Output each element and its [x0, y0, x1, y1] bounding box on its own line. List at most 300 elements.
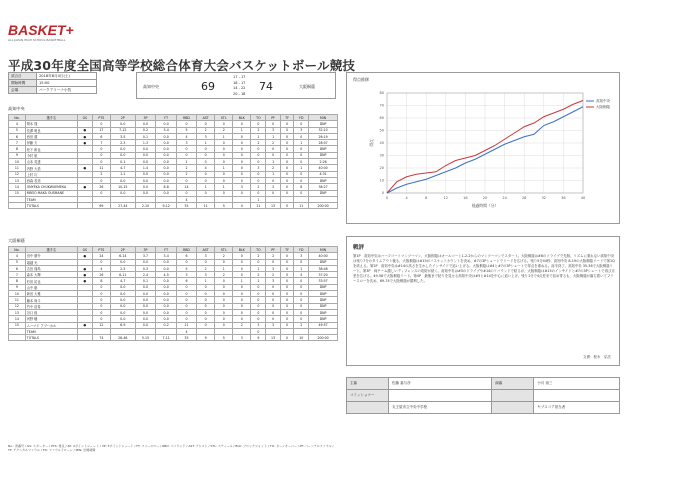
stat-cell: 0 — [280, 177, 294, 183]
report-author: 文責：松永 弘次 — [583, 355, 611, 359]
stat-cell: 11 — [251, 203, 266, 209]
stat-cell: 0 — [251, 284, 266, 290]
stat-cell: 0 — [233, 253, 251, 259]
stat-cell: 4-5 — [156, 272, 177, 278]
totals-row — [9, 335, 338, 341]
stat-cell: 0 — [280, 278, 294, 284]
stat-cell: 0 — [92, 152, 110, 158]
stat-cell: 0 — [196, 121, 215, 127]
stat-cell: 0 — [233, 165, 251, 171]
stat-cell: 24 — [92, 253, 110, 259]
column-header: No. — [9, 115, 26, 121]
stat-cell: 0 — [233, 152, 251, 158]
stat-cell: 6-8 — [156, 184, 177, 190]
column-header: GS — [77, 247, 92, 253]
stat-cell: 2 — [233, 322, 251, 328]
team-b-name: 大阪桐蔭 — [299, 84, 315, 89]
stat-cell: 0 — [196, 159, 215, 165]
game-report — [346, 236, 620, 366]
stat-cell: 西田 蓮 — [25, 133, 77, 139]
stat-cell: 0 — [215, 190, 233, 196]
stat-cell: 2:26 — [309, 159, 338, 165]
stat-cell: 0 — [177, 152, 197, 158]
stat-cell: 0 — [215, 309, 233, 315]
stat-cell: 0-0 — [135, 152, 156, 158]
x-tick-label: 8 — [425, 196, 428, 200]
stat-cell: 1 — [215, 184, 233, 190]
stat-cell: 0 — [215, 291, 233, 297]
stat-cell: 0 — [294, 190, 309, 196]
stat-cell: DNP — [309, 177, 338, 183]
stat-cell: 1 — [215, 133, 233, 139]
stat-cell: 0 — [92, 146, 110, 152]
stat-cell: ● — [77, 133, 92, 139]
stat-cell: 1 — [215, 265, 233, 271]
stat-cell: 9 — [9, 152, 26, 158]
stat-cell: 0-0 — [110, 291, 135, 297]
stat-cell: 9 — [9, 284, 26, 290]
stat-cell: 4-7 — [110, 278, 135, 284]
team-a-name: 高知中央 — [143, 84, 159, 89]
stat-cell: 2 — [294, 322, 309, 328]
stat-cell: 2 — [196, 265, 215, 271]
stat-cell: ● — [77, 184, 92, 190]
info-label: 開始時間 — [9, 80, 37, 87]
stat-cell: 9 — [196, 335, 215, 341]
stat-cell: 0 — [294, 309, 309, 315]
stat-cell: 0 — [251, 171, 266, 177]
stat-cell: DNP — [309, 291, 338, 297]
stat-cell: 14 — [177, 184, 197, 190]
stat-cell: 26 — [92, 184, 110, 190]
stat-cell: 17 — [92, 127, 110, 133]
stat-cell: 0 — [92, 291, 110, 297]
stat-cell: 0 — [294, 297, 309, 303]
stat-cell: 0 — [294, 316, 309, 322]
column-header: RBD — [177, 115, 197, 121]
stat-cell: 0-0 — [156, 297, 177, 303]
stat-cell: 3 — [266, 184, 280, 190]
column-header: BLK — [233, 115, 251, 121]
stat-cell: 0 — [266, 291, 280, 297]
stat-cell: ● — [77, 272, 92, 278]
stat-cell — [77, 335, 92, 341]
official-label: 主審 — [347, 378, 389, 390]
stat-cell: DNP — [309, 303, 338, 309]
stat-cell: 1 — [251, 196, 266, 202]
stat-cell: 6 — [92, 133, 110, 139]
stat-cell: 37:20 — [309, 272, 338, 278]
stat-cell: 4 — [294, 272, 309, 278]
column-header: FT — [156, 247, 177, 253]
column-header: TF — [280, 115, 294, 121]
stat-cell: 11 — [196, 203, 215, 209]
stat-cell: 2 — [177, 171, 197, 177]
stat-cell: 0 — [233, 171, 251, 177]
stat-cell: 0 — [196, 259, 215, 265]
stat-cell: TEAM — [25, 196, 77, 202]
y-tick-label: 60 — [379, 116, 384, 121]
stat-cell: ONYEKA CHUKWUEMEKA — [25, 184, 77, 190]
info-value: パークアリーナ小牧 — [37, 87, 97, 94]
stat-cell: 0 — [196, 316, 215, 322]
stat-cell: 0 — [92, 190, 110, 196]
stat-cell: 3 — [177, 140, 197, 146]
stat-cell: 11 — [9, 165, 26, 171]
x-tick-label: 20 — [482, 196, 488, 200]
official-value: 佐藤 嘉与彦 — [389, 378, 492, 390]
column-header: TO — [251, 115, 266, 121]
stat-cell: 0 — [233, 177, 251, 183]
stat-cell: 0 — [251, 303, 266, 309]
column-header: 選手名 — [25, 115, 77, 121]
column-header: RBD — [177, 247, 197, 253]
stat-cell: 0 — [251, 159, 266, 165]
stat-cell: 3-4 — [156, 253, 177, 259]
stat-cell: 3 — [294, 127, 309, 133]
stat-cell: DNP — [309, 284, 338, 290]
stat-cell: 0 — [233, 303, 251, 309]
stat-cell: 0 — [280, 284, 294, 290]
stat-cell: 0-0 — [156, 259, 177, 265]
column-header: FD — [294, 115, 309, 121]
stat-cell: 3 — [251, 322, 266, 328]
stat-cell: 0 — [251, 291, 266, 297]
stat-cell: 0-0 — [156, 278, 177, 284]
stat-cell: 0-0 — [110, 297, 135, 303]
column-header: 3P — [135, 115, 156, 121]
stat-cell: 田中 優介 — [25, 253, 77, 259]
stat-cell: 10-15 — [110, 184, 135, 190]
stat-cell: 0 — [251, 328, 266, 334]
stat-cell: DNP — [309, 309, 338, 315]
stat-cell: 6-14 — [110, 253, 135, 259]
stat-cell: 0 — [92, 316, 110, 322]
stat-cell: 7-11 — [156, 335, 177, 341]
stat-cell: 0 — [177, 316, 197, 322]
stat-cell: 6 — [294, 184, 309, 190]
stat-cell: 長澤 明良 — [25, 127, 77, 133]
official-value — [389, 390, 492, 402]
stat-cell: DNP — [309, 316, 338, 322]
stat-cell: 西森 若造 — [25, 177, 77, 183]
stat-cell: 3 — [266, 265, 280, 271]
stat-cell: 内野 大悟 — [25, 165, 77, 171]
stat-cell: 0-0 — [156, 284, 177, 290]
stat-cell: TEAM — [25, 328, 77, 334]
stat-cell: 0-0 — [135, 316, 156, 322]
brand-tagline: ALL JAPAN HIGH SCHOOL BASKETBALL — [8, 38, 66, 42]
stat-cell: 8-11 — [110, 272, 135, 278]
stat-cell: 9 — [251, 335, 266, 341]
stat-cell: 12 — [9, 171, 26, 177]
quarter-score: 14 - 22 — [233, 86, 246, 90]
report-heading: 戦評 — [353, 245, 365, 251]
stat-cell: 4 — [177, 196, 197, 202]
stat-cell: 河野 駿 — [25, 316, 77, 322]
stat-cell: 1-3 — [135, 140, 156, 146]
totals-row — [9, 203, 338, 209]
stat-cell: 0 — [215, 146, 233, 152]
stat-cell: 0 — [177, 121, 197, 127]
stat-cell: 38:27 — [309, 184, 338, 190]
stat-cell: 0-0 — [135, 184, 156, 190]
stat-cell: 2 — [251, 127, 266, 133]
column-header: GS — [77, 115, 92, 121]
y-axis-label: 得点 — [369, 139, 374, 147]
y-tick-label: 0 — [381, 191, 384, 196]
stat-cell: 0 — [215, 322, 233, 328]
stat-cell: 1 — [294, 140, 309, 146]
stat-cell: 0-0 — [135, 297, 156, 303]
stat-cell: 0-0 — [135, 284, 156, 290]
stat-cell: 5 — [9, 127, 26, 133]
quarter-score: 18 - 17 — [233, 80, 246, 85]
stat-cell: 0 — [266, 177, 280, 183]
stat-cell: 0 — [280, 146, 294, 152]
stat-cell: 7 — [92, 140, 110, 146]
stat-cell: ● — [77, 127, 92, 133]
stat-cell: 40:00 — [309, 165, 338, 171]
official-label: コミッショナー — [347, 390, 389, 402]
stat-cell: 0 — [294, 284, 309, 290]
stat-cell: 10 — [9, 159, 26, 165]
stat-cell: 0-1 — [135, 133, 156, 139]
stat-cell: 0 — [251, 309, 266, 315]
stat-cell: 0-0 — [135, 121, 156, 127]
stat-cell: 松下 和也 — [25, 146, 77, 152]
team-b-box-score — [8, 246, 338, 341]
quarter-score: 20 - 18 — [233, 91, 246, 96]
stat-cell: 15 — [9, 190, 26, 196]
stat-cell: 1 — [294, 165, 309, 171]
x-tick-label: 28 — [521, 196, 527, 200]
column-header: 2P — [110, 247, 135, 253]
stat-cell: 26-46 — [110, 335, 135, 341]
stat-cell: 0 — [177, 259, 197, 265]
stat-cell: 26:19 — [309, 133, 338, 139]
stat-cell: 0-1 — [135, 278, 156, 284]
column-header: MIN — [309, 115, 338, 121]
stat-cell: 4 — [9, 253, 26, 259]
stat-cell: 0 — [294, 303, 309, 309]
stat-cell: DNP — [309, 152, 338, 158]
stat-cell: DNP — [309, 146, 338, 152]
page-title: 平成30年度全国高等学校総合体育大会バスケットボール競技 — [8, 58, 356, 73]
y-tick-label: 80 — [379, 91, 384, 96]
stat-cell: 3-7 — [135, 253, 156, 259]
stat-cell: 0-0 — [110, 284, 135, 290]
stat-cell: 1 — [233, 278, 251, 284]
stat-cell: 0 — [266, 316, 280, 322]
stat-cell: 0-0 — [135, 190, 156, 196]
stat-cell: 0 — [196, 146, 215, 152]
stat-cell: 0 — [233, 140, 251, 146]
column-header: PTS — [92, 115, 110, 121]
stat-cell: 2 — [196, 127, 215, 133]
column-header: MIN — [309, 247, 338, 253]
stat-cell: 69 — [92, 203, 110, 209]
stat-cell: 5 — [215, 203, 233, 209]
stat-cell: ● — [77, 265, 92, 271]
stat-cell: 4 — [196, 165, 215, 171]
stat-cell: 0-0 — [135, 309, 156, 315]
stat-cell: 1 — [233, 127, 251, 133]
stat-cell: 0 — [280, 253, 294, 259]
stat-cell: 200:00 — [309, 203, 338, 209]
stat-cell: 2-10 — [135, 203, 156, 209]
stat-cell: 0 — [196, 309, 215, 315]
stat-cell: ● — [77, 165, 92, 171]
stat-cell: 4:31 — [309, 171, 338, 177]
stat-cell: 0-0 — [156, 303, 177, 309]
stat-cell: 0 — [196, 284, 215, 290]
stat-cell: 0 — [233, 121, 251, 127]
stat-cell: 11 — [9, 297, 26, 303]
stat-cell: 0 — [215, 278, 233, 284]
stat-cell: 0 — [280, 171, 294, 177]
stat-cell: 2 — [251, 184, 266, 190]
official-label — [492, 390, 534, 402]
stat-cell: 0 — [233, 316, 251, 322]
y-tick-label: 20 — [379, 166, 384, 171]
stat-cell: 1-4 — [135, 165, 156, 171]
stat-cell: 1 — [215, 165, 233, 171]
stat-cell: 3 — [266, 278, 280, 284]
column-header: TO — [251, 247, 266, 253]
stat-cell: DNP — [309, 121, 338, 127]
stat-cell: 10 — [9, 291, 26, 297]
y-tick-label: 40 — [379, 141, 384, 146]
stat-cell: 5 — [177, 127, 197, 133]
quarter-scores — [233, 75, 245, 97]
stat-cell: TOTALS — [25, 335, 77, 341]
stat-cell: 1 — [196, 184, 215, 190]
stat-cell: MBOO MAKA OUSMANE — [25, 190, 77, 196]
stat-cell: 5 — [9, 259, 26, 265]
column-header: FD — [294, 247, 309, 253]
official-label — [492, 402, 534, 414]
stat-cell: 0 — [266, 152, 280, 158]
stat-cell: 0 — [215, 177, 233, 183]
stat-cell: 5 — [177, 265, 197, 271]
stat-cell: 0 — [215, 259, 233, 265]
stat-cell: 6 — [177, 253, 197, 259]
column-header: AST — [196, 247, 215, 253]
stat-cell: 28:07 — [309, 140, 338, 146]
stat-cell: 1 — [266, 159, 280, 165]
stat-cell: 35 — [177, 203, 197, 209]
stat-cell: 2 — [251, 272, 266, 278]
stat-cell: 0 — [266, 121, 280, 127]
stat-cell: 0 — [266, 190, 280, 196]
stat-cell: 32:10 — [309, 127, 338, 133]
stat-cell: 0 — [280, 203, 294, 209]
stat-cell: 3 — [196, 272, 215, 278]
stat-cell: 3 — [266, 322, 280, 328]
stat-cell: 0 — [215, 303, 233, 309]
stat-cell: 3-4 — [156, 127, 177, 133]
stat-cell: 0-0 — [110, 303, 135, 309]
officials-table — [346, 377, 620, 414]
stat-cell: 0-2 — [156, 322, 177, 328]
x-tick-label: 0 — [385, 196, 389, 200]
stat-cell: 11 — [92, 165, 110, 171]
official-value: 丸王屋市立中央中学校 — [389, 402, 492, 414]
stat-cell: 谷口 陸 — [25, 309, 77, 315]
stat-cell: 0 — [251, 177, 266, 183]
stat-cell: ● — [77, 253, 92, 259]
stat-cell: 6 — [9, 265, 26, 271]
stat-cell: 200:00 — [309, 335, 338, 341]
column-header: BLK — [233, 247, 251, 253]
info-value: 2018年8月4日(土) — [37, 73, 97, 80]
stat-cell: 0-0 — [110, 146, 135, 152]
stat-cell: 2 — [177, 165, 197, 171]
quarter-score: 17 - 17 — [233, 75, 246, 79]
stat-cell: 4 — [92, 265, 110, 271]
column-header: FT — [156, 115, 177, 121]
stat-cell: 2 — [215, 127, 233, 133]
stat-cell: 0 — [251, 316, 266, 322]
stat-cell: 3-5 — [110, 133, 135, 139]
stat-cell: 0 — [280, 159, 294, 165]
stat-cell: 0 — [280, 297, 294, 303]
stats-legend: No.: 背番号 / GS: スターター / PTS: 得点 / 2P: 2ポイントシュート / 3P: 3ポイントシュート / FT: フリースロー / RBD: リバウンド / AST: アシスト / STL: スティール / BLK: ブロックショット / TO: ターンオーバー / PF: パーソナルファウル / TF: テクニカルファウル / FD: ファウルドローン / MIN: 出場時間 — [8, 444, 334, 453]
stat-cell: 2 — [215, 272, 233, 278]
stat-cell: 0 — [215, 284, 233, 290]
stat-cell: 1 — [266, 133, 280, 139]
stat-cell: 8 — [92, 278, 110, 284]
stat-cell: 33:57 — [309, 278, 338, 284]
y-tick-label: 10 — [379, 178, 384, 183]
stat-cell: 0 — [92, 309, 110, 315]
team-a-heading: 高知中央 — [8, 106, 25, 111]
stat-cell: 0 — [233, 284, 251, 290]
stat-cell: 0 — [215, 171, 233, 177]
team-b-heading: 大阪桐蔭 — [8, 238, 25, 243]
stat-cell: ● — [77, 140, 92, 146]
stat-cell: 0-0 — [135, 322, 156, 328]
column-header: 選手名 — [25, 247, 77, 253]
stat-cell: ムハマド アブバカル — [25, 322, 77, 328]
stat-cell: 14 — [9, 316, 26, 322]
stat-cell: 7 — [9, 140, 26, 146]
stat-cell: 14 — [9, 184, 26, 190]
stat-cell: 1 — [251, 278, 266, 284]
stat-cell: 1 — [266, 171, 280, 177]
stat-cell — [9, 203, 26, 209]
stat-cell: 26 — [92, 272, 110, 278]
stat-cell: 0 — [177, 146, 197, 152]
stat-cell: 藤本 尚斗 — [25, 297, 77, 303]
stat-cell: 0 — [280, 121, 294, 127]
column-header: TF — [280, 247, 294, 253]
stat-cell: 0 — [233, 272, 251, 278]
stat-cell: 0-0 — [156, 190, 177, 196]
team-a-score: 69 — [201, 80, 215, 93]
stat-cell: 11 — [294, 203, 309, 209]
stat-cell: 3 — [233, 184, 251, 190]
x-axis-label: 経過時間（分） — [471, 203, 499, 208]
info-label: 試合日 — [9, 73, 37, 80]
stat-cell: 0 — [280, 140, 294, 146]
stat-cell: 0 — [280, 165, 294, 171]
stat-cell: 0 — [266, 309, 280, 315]
x-tick-label: 16 — [463, 196, 468, 200]
stat-cell: 6 — [177, 278, 197, 284]
stat-cell: 森本 大輝 — [25, 272, 77, 278]
